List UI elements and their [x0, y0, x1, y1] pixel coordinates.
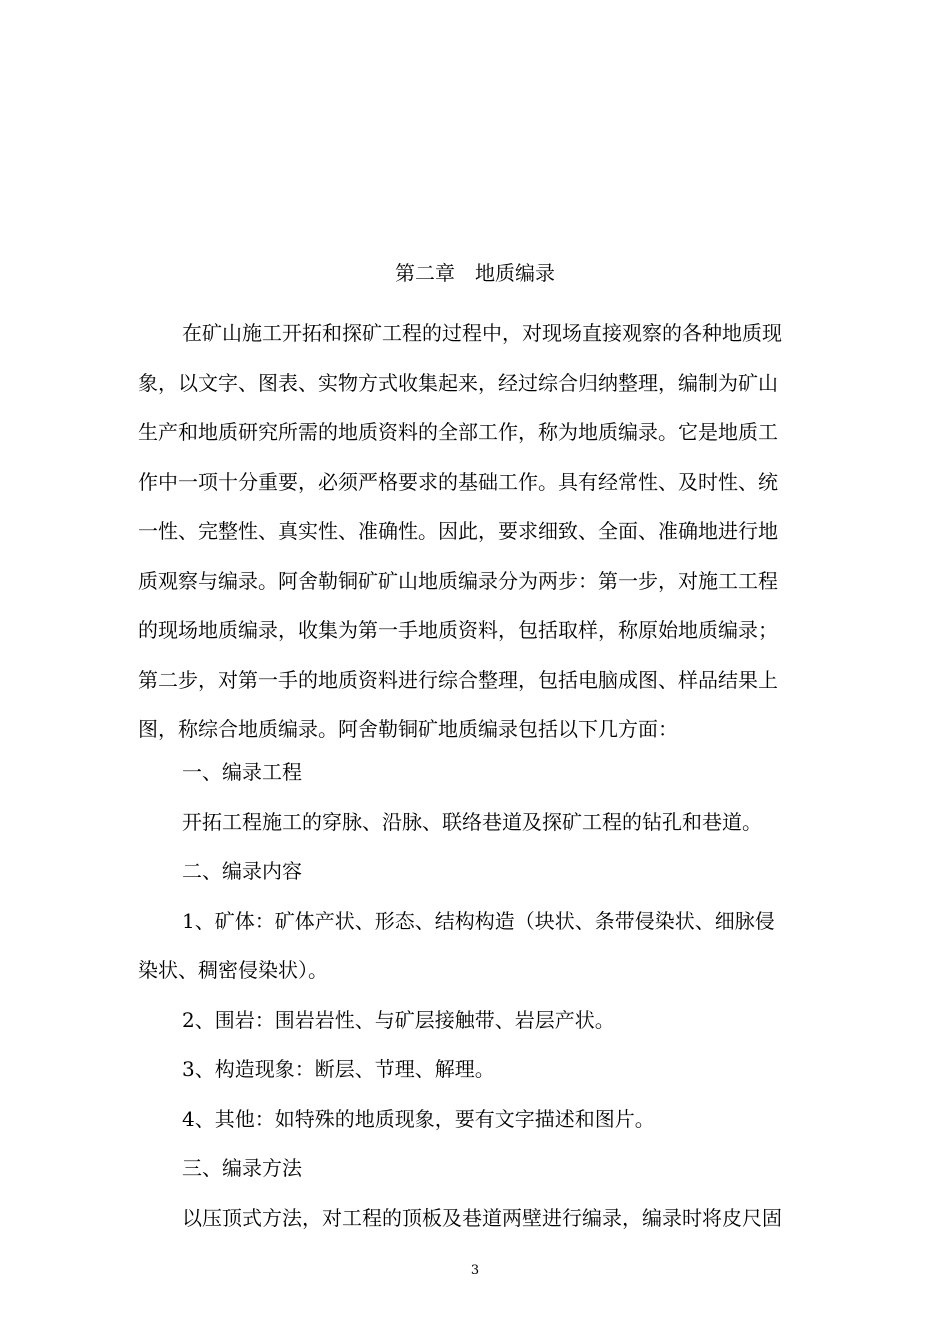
paragraph-line: 在矿山施工开拓和探矿工程的过程中，对现场直接观察的各种地质现 — [182, 321, 782, 345]
paragraph-line: 图，称综合地质编录。阿舍勒铜矿地质编录包括以下几方面： — [138, 717, 678, 741]
intro-paragraph — [138, 309, 860, 755]
paragraph-line: 的现场地质编录，收集为第一手地质资料，包括取样，称原始地质编录； — [138, 618, 778, 642]
list-item-other: 4、其他：如特殊的地质现象，要有文字描述和图片。 — [182, 1107, 655, 1131]
paragraph-line: 质观察与编录。阿舍勒铜矿矿山地质编录分为两步：第一步，对施工工程 — [138, 568, 778, 593]
list-item-structure: 3、构造现象：断层、节理、解理。 — [182, 1057, 495, 1081]
paragraph-line: 一性、完整性、真实性、准确性。因此，要求细致、全面、准确地进行地 — [138, 519, 778, 543]
list-item-ore-body-continued: 染状、稠密侵染状）。 — [138, 958, 328, 982]
section-text-editing-method: 以压顶式方法，对工程的顶板及巷道两壁进行编录，编录时将皮尺固 — [182, 1206, 782, 1230]
section-text-editing-works: 开拓工程施工的穿脉、沿脉、联络巷道及探矿工程的钻孔和巷道。 — [182, 810, 762, 834]
paragraph-line: 第二步，对第一手的地质资料进行综合整理，包括电脑成图、样品结果上 — [138, 667, 778, 692]
paragraph-line: 生产和地质研究所需的地质资料的全部工作，称为地质编录。它是地质工 — [138, 420, 778, 444]
list-item-ore-body: 1、矿体：矿体产状、形态、结构构造（块状、条带侵染状、细脉侵 — [182, 909, 775, 933]
list-item-wall-rock: 2、围岩：围岩岩性、与矿层接触带、岩层产状。 — [182, 1008, 615, 1032]
page-number: 3 — [470, 1263, 480, 1278]
chapter-title: 第二章 地质编录 — [395, 261, 555, 285]
section-heading-editing-works: 一、编录工程 — [182, 760, 302, 784]
section-heading-editing-content: 二、编录内容 — [182, 859, 302, 883]
paragraph-line: 象，以文字、图表、实物方式收集起来，经过综合归纳整理，编制为矿山 — [138, 370, 778, 395]
section-heading-editing-method: 三、编录方法 — [182, 1156, 302, 1180]
paragraph-line: 作中一项十分重要，必须严格要求的基础工作。具有经常性、及时性、统 — [138, 469, 778, 494]
